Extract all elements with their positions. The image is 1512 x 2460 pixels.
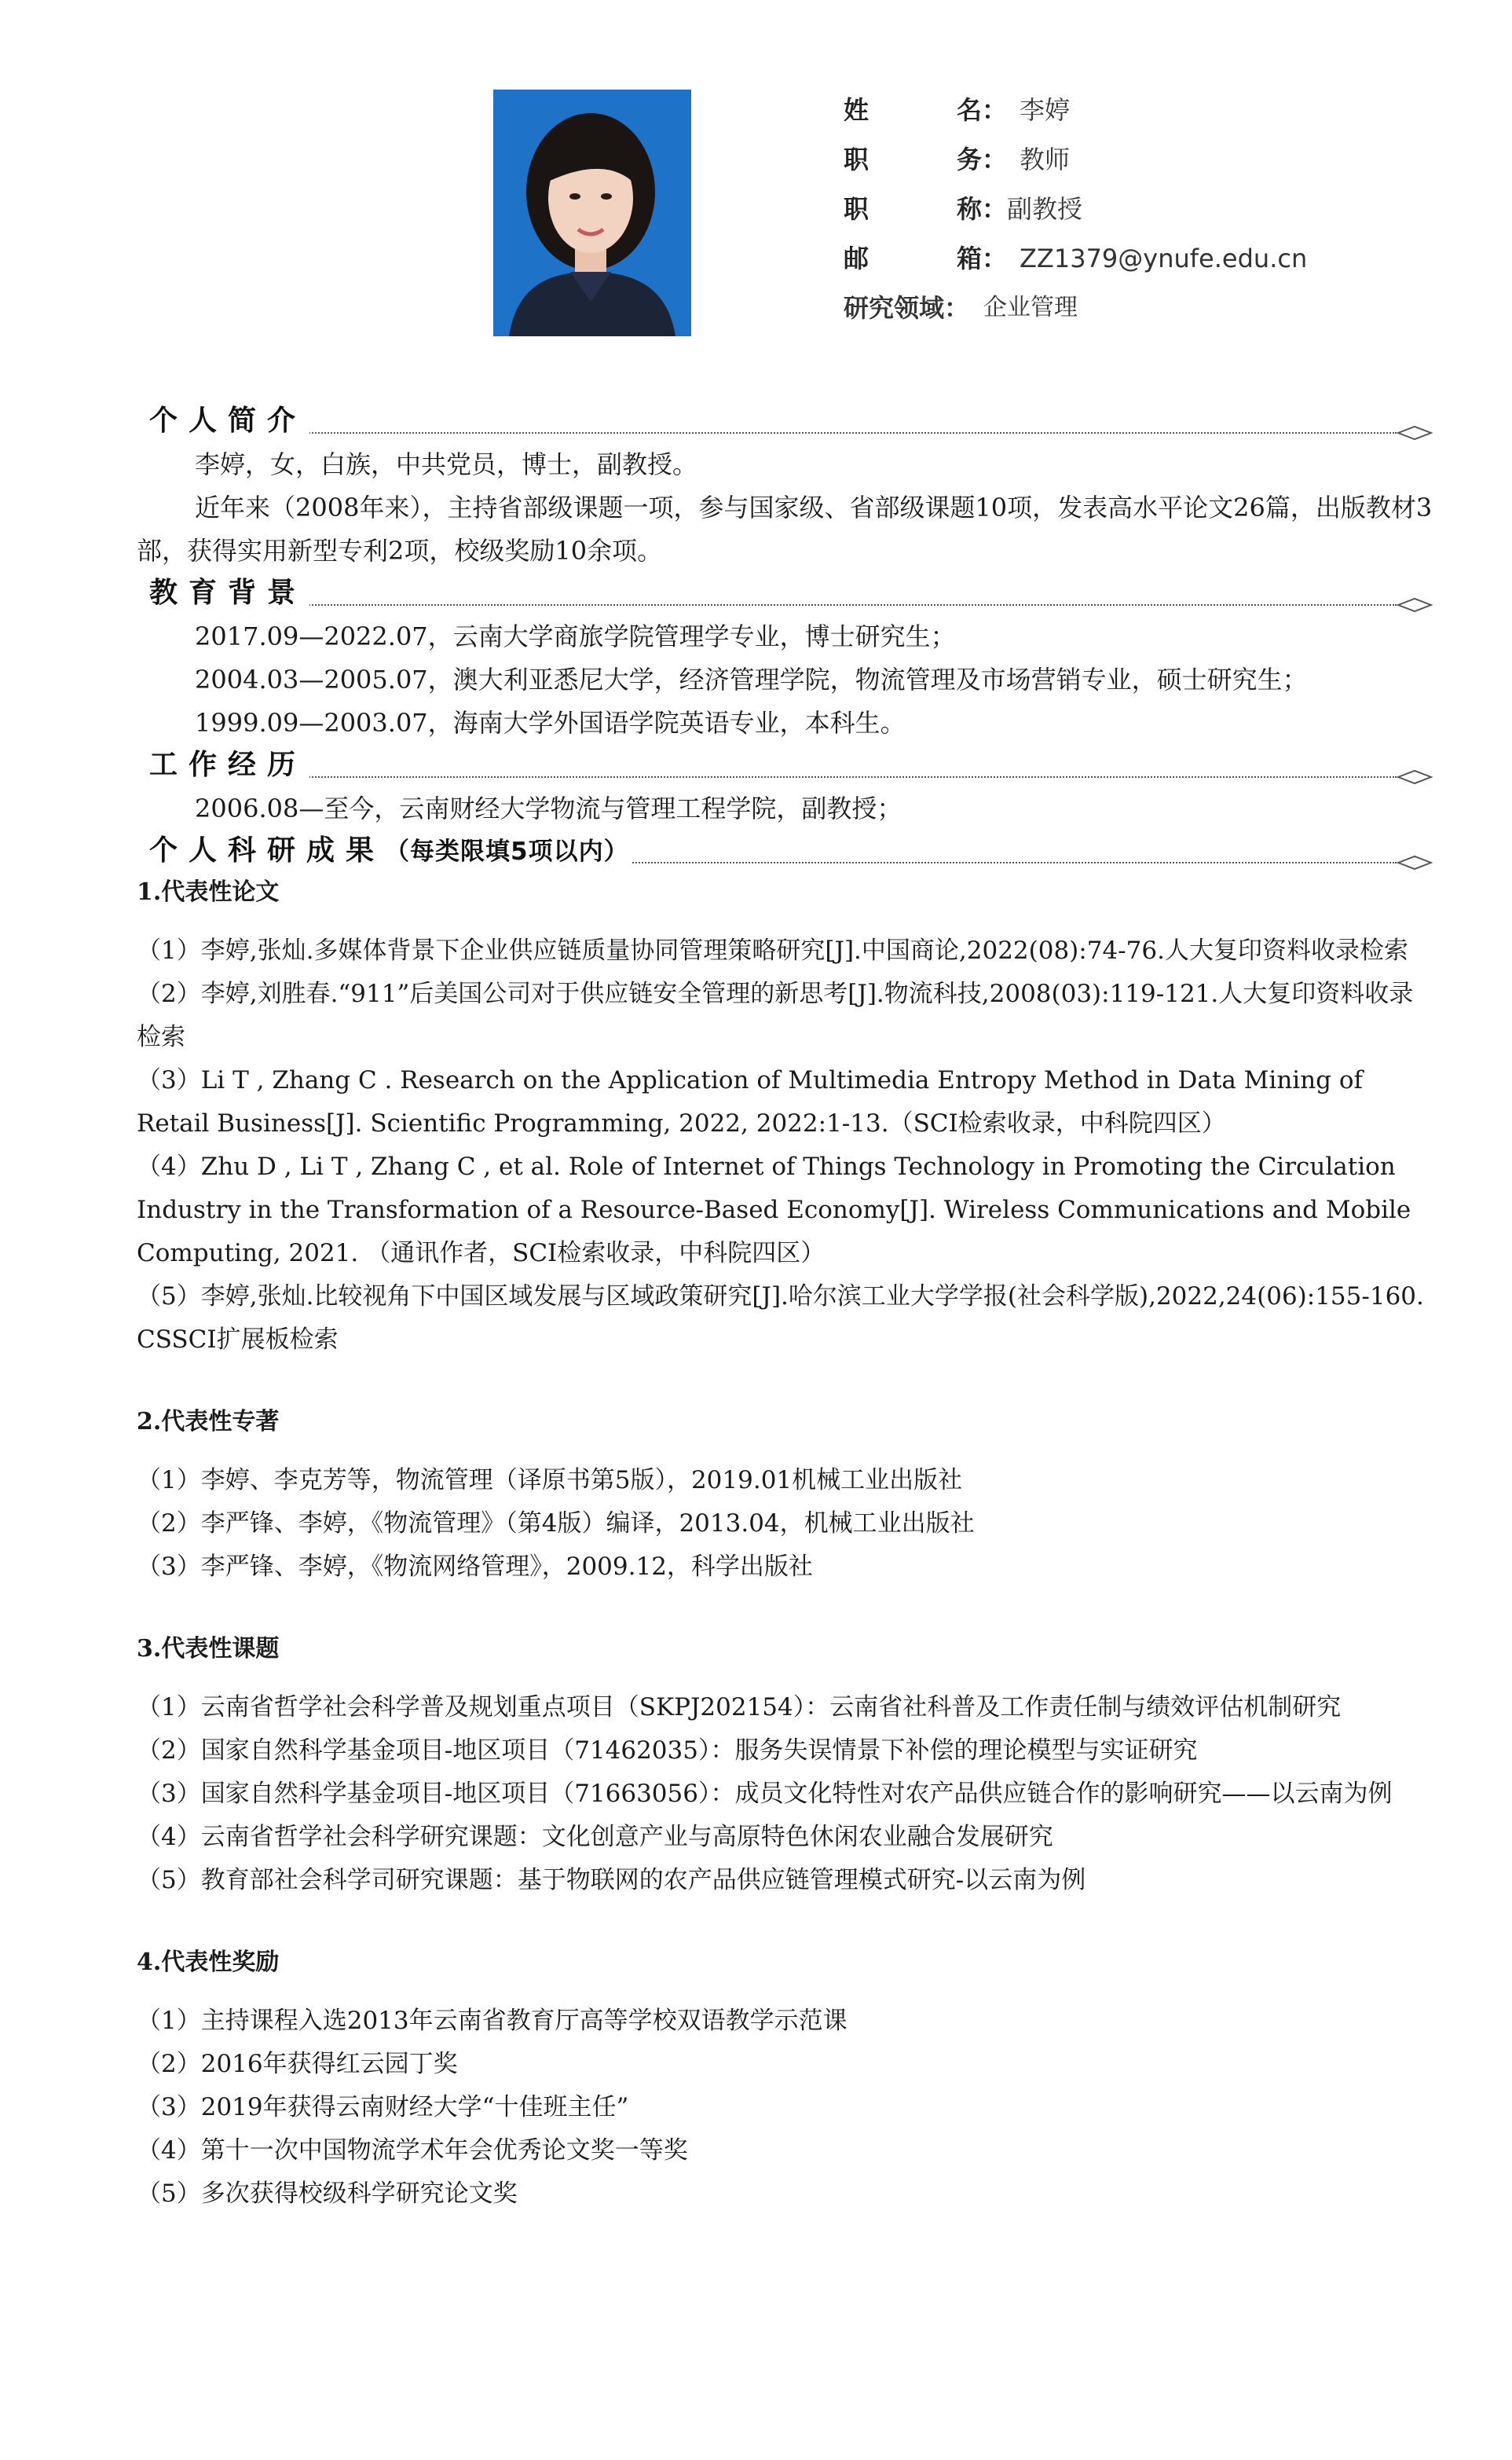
label-char: 务 <box>957 145 983 174</box>
resume-body <box>137 401 1433 2216</box>
portrait-image <box>493 90 691 336</box>
work-line: 2006.08—至今，云南财经大学物流与管理工程学院，副教授； <box>195 794 902 823</box>
profile-row-field <box>844 286 1472 335</box>
project-item: （3）国家自然科学基金项目-地区项目（71663056）：成员文化特性对农产品供应链合作的影响研究——以云南为例 <box>137 1780 1393 1808</box>
project-item: （5）教育部社会科学司研究课题：基于物联网的农产品供应链管理模式研究-以云南为例 <box>137 1866 1086 1894</box>
books-heading: 2.代表性专著 <box>137 1408 280 1435</box>
diamond-arrow-icon <box>1397 768 1433 786</box>
award-item: （1）主持课程入选2013年云南省教育厅高等学校双语教学示范课 <box>137 2007 848 2035</box>
paper-item: （4）Zhu D , Li T , Zhang C , et al. Role of Internet of Things Technology in Promoting the Circulation Industry in the Transformation of a Resource-Based Economy[J]. Wireless Communications and Mobile Computing, 2021. （通讯作者，SCI检索收录，中科院四区） <box>137 1153 1411 1267</box>
field-value: 企业管理 <box>983 294 1078 321</box>
paper-item: （2）李婷,刘胜春.“911”后美国公司对于供应链安全管理的新思考[J].物流科技,2008(03):119-121.人大复印资料收录检索 <box>137 980 1414 1051</box>
diamond-arrow-icon <box>1397 424 1433 442</box>
awards-heading: 4.代表性奖励 <box>137 1949 280 1976</box>
paper-item: （1）李婷,张灿.多媒体背景下企业供应链质量协同管理策略研究[J].中国商论,2022(08):74-76.人大复印资料收录检索 <box>137 937 1408 965</box>
profile-row-email <box>844 236 1472 286</box>
label-char: 称 <box>957 194 983 224</box>
intro-line: 近年来（2008年来），主持省部级课题一项，参与国家级、省部级课题10项，发表高水平论文26篇，出版教材3部，获得实用新型专利2项，校级奖励10余项。 <box>137 493 1433 566</box>
label-char: 名 <box>957 95 983 125</box>
label-colon: ： <box>982 145 1008 174</box>
profile-info <box>844 88 1472 335</box>
project-item: （1）云南省哲学社会科学普及规划重点项目（SKPJ202154）：云南省社科普及工作责任制与绩效评估机制研究 <box>137 1693 1342 1721</box>
section-header-intro <box>149 401 1433 443</box>
book-item: （1）李婷、李克芳等，物流管理（译原书第5版），2019.01机械工业出版社 <box>137 1466 963 1494</box>
profile-position-value: 教师 <box>1020 145 1071 174</box>
label-colon: ： <box>982 244 1008 273</box>
book-item: （2）李严锋、李婷，《物流管理》（第4版）编译，2013.04，机械工业出版社 <box>137 1509 975 1538</box>
label-char: 邮 <box>844 244 869 273</box>
profile-title-value: 副教授 <box>1007 194 1083 224</box>
field-label: 研究领域： <box>844 293 970 323</box>
project-item: （4）云南省哲学社会科学研究课题：文化创意产业与高原特色休闲农业融合发展研究 <box>137 1823 1053 1851</box>
section-title: 教育背景 <box>149 570 309 610</box>
label-char: 姓 <box>844 95 869 125</box>
label-colon: ： <box>982 194 1008 224</box>
profile-row-position <box>844 137 1472 187</box>
papers-heading: 1.代表性论文 <box>137 878 280 906</box>
dotted-rule <box>149 432 1397 434</box>
profile-email-value[interactable]: ZZ1379@ynufe.edu.cn <box>1020 244 1308 273</box>
education-line: 2004.03—2005.07，澳大利亚悉尼大学，经济管理学院，物流管理及市场营销专业，硕士研究生； <box>195 665 1308 695</box>
profile-name-value: 李婷 <box>1020 95 1071 125</box>
intro-line: 李婷，女，白族，中共党员，博士，副教授。 <box>195 449 698 479</box>
section-title-text: 个人科研成果 <box>149 834 386 867</box>
award-item: （2）2016年获得红云园丁奖 <box>137 2050 458 2078</box>
diamond-arrow-icon <box>1397 596 1433 614</box>
section-header-education <box>149 573 1433 615</box>
section-title-note: （每类限填5项以内） <box>385 838 629 866</box>
section-title: 个人简介 <box>149 398 309 438</box>
diamond-arrow-icon <box>1397 854 1433 871</box>
paper-item: （5）李婷,张灿.比较视角下中国区域发展与区域政策研究[J].哈尔滨工业大学学报(社会科学版),2022,24(06):155-160. CSSCI扩展板检索 <box>137 1282 1424 1354</box>
award-item: （4）第十一次中国物流学术年会优秀论文奖一等奖 <box>137 2136 688 2165</box>
education-line: 2017.09—2022.07，云南大学商旅学院管理学专业，博士研究生； <box>195 621 956 651</box>
projects-heading: 3.代表性课题 <box>137 1635 280 1663</box>
label-char: 职 <box>844 145 869 174</box>
project-item: （2）国家自然科学基金项目-地区项目（71462035）：服务失误情景下补偿的理论模型与实证研究 <box>137 1736 1198 1765</box>
profile-row-title <box>844 187 1472 236</box>
profile-row-name <box>844 88 1472 137</box>
paper-item: （3）Li T , Zhang C . Research on the Application of Multimedia Entropy Method in Data Mining of Retail Business[J]. Scientific Programming, 2022, 2022:1-13.（SCI检索收录，中科院四区） <box>137 1066 1364 1138</box>
section-header-research <box>149 830 1433 873</box>
section-header-work <box>149 745 1433 787</box>
book-item: （3）李严锋、李婷，《物流网络管理》，2009.12，科学出版社 <box>137 1553 813 1581</box>
label-colon: ： <box>982 95 1008 125</box>
dotted-rule <box>149 776 1397 778</box>
dotted-rule <box>149 604 1397 606</box>
profile-photo <box>493 90 691 336</box>
label-char: 职 <box>844 194 869 224</box>
label-char: 箱 <box>957 244 983 273</box>
award-item: （5）多次获得校级科学研究论文奖 <box>137 2180 518 2208</box>
award-item: （3）2019年获得云南财经大学“十佳班主任” <box>137 2093 629 2121</box>
education-line: 1999.09—2003.07，海南大学外国语学院英语专业，本科生。 <box>195 708 906 738</box>
section-title <box>149 828 632 868</box>
section-title: 工作经历 <box>149 742 309 783</box>
